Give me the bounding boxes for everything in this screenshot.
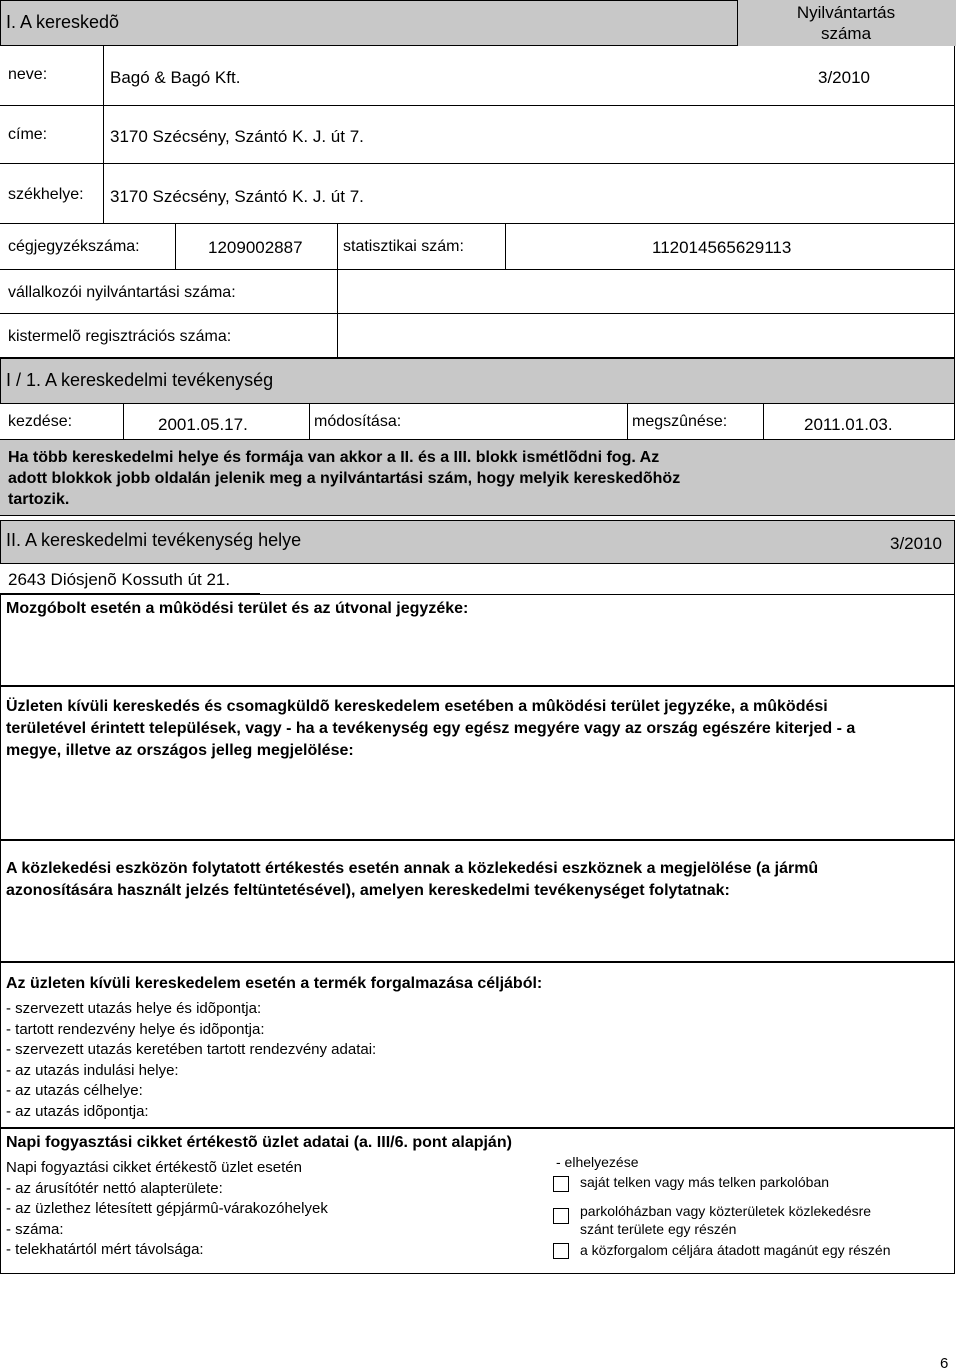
kistermelo-label: kistermelõ regisztrációs száma: [8,328,232,345]
list-item: - tartott rendezvény helye és idõpontja: [6,1020,265,1038]
cegjegyzek-value: 1209002887 [208,238,303,257]
parking-option2-checkbox[interactable] [553,1208,569,1224]
parking-option1-checkbox[interactable] [553,1176,569,1192]
neve-value: Bagó & Bagó Kft. [110,68,241,87]
nyilv-label: Nyilvántartás száma [796,3,896,43]
kezdese-value: 2001.05.17. [158,415,248,434]
kozlekedesi-label: A közlekedési eszközön folytatott értékestés esetén annak a közlekedési eszköznek a megjelölése (a jármû azonosítására használt jelzés feltüntetésével), amelyen kereskedelmi tevékenységet folytatnak: [6,860,819,899]
szekhely-value: 3170 Szécsény, Szántó K. J. út 7. [110,187,364,206]
list-item: - száma: [6,1220,64,1238]
list-item: - az árusítótér nettó alapterülete: [6,1179,223,1197]
vallalkozoi-label: vállalkozói nyilvántartási száma: [8,284,236,301]
termek-list [6,999,376,1122]
section1-title: I. A kereskedõ [6,12,120,32]
list-item: - az utazás célhelye: [6,1082,143,1099]
list-item: Napi fogyaztási cikket értékestõ üzlet esetén [6,1159,302,1176]
list-item: - az utazás idõpontja: [6,1102,149,1120]
parking-option2-label: parkolóházban vagy közterületek közlekedésre szánt területe egy részén [580,1203,872,1237]
modositasa-label: módosítása: [314,413,402,430]
parking-option3-label: a közforgalom céljára átadott magánút egy részén [580,1242,891,1258]
elhelyezese-label: - elhelyezése [556,1154,639,1170]
uzleten-kivuli-label: Üzleten kívüli kereskedés és csomagküldõ kereskedelem esetében a mûködési terület jegyzéke, a mûködési területével érintett települések, vagy - ha a tevékenység egy egész megyére vagy az ország egészére kiterjed - a megye, illetve az országos jelleg megjelölése: [6,698,856,759]
megszunese-value: 2011.01.03. [804,415,893,434]
parking-option3-checkbox[interactable] [553,1243,569,1259]
szekhely-label: székhelye: [8,186,84,203]
page-number: 6 [940,1355,949,1372]
napi-title: Napi fogyasztási cikket értékestõ üzlet adatai (a. III/6. pont alapján) [6,1134,512,1151]
termek-title: Az üzleten kívüli kereskedelem esetén a termék forgalmazása céljából: [6,975,543,992]
parking-option1-label: saját telken vagy más telken parkolóban [580,1174,830,1190]
statisztikai-label: statisztikai szám: [343,238,464,255]
kezdese-label: kezdése: [8,413,73,430]
note-text: Ha több kereskedelmi helye és formája van akkor a II. és a III. blokk ismétlõdni fog. Az adott blokkok jobb oldalán jelenik meg a nyilvántartási szám, hogy melyik kereskedõhöz tartozik. [8,449,681,508]
list-item: - az üzlethez létesített gépjármû-várakozóhelyek [6,1200,328,1217]
list-item: - telekhatártól mért távolsága: [6,1241,204,1258]
cime-label: címe: [8,126,48,143]
address-value: 2643 Diósjenõ Kossuth út 21. [8,570,231,589]
section2-title: II. A kereskedelmi tevékenység helye [6,530,302,550]
megszunese-label: megszûnése: [632,413,728,430]
statisztikai-value: 112014565629113 [652,238,792,257]
nyilv-value: 3/2010 [818,68,870,87]
cegjegyzek-label: cégjegyzékszáma: [8,238,140,255]
list-item: - szervezett utazás helye és idõpontja: [6,1000,262,1017]
section2-nyilv-value: 3/2010 [890,534,942,553]
mozgobolt-label: Mozgóbolt esetén a mûködési terület és az útvonal jegyzéke: [6,600,469,617]
list-item: - az utazás indulási helye: [6,1061,179,1079]
list-item: - szervezett utazás keretében tartott rendezvény adatai: [6,1041,377,1058]
napi-left-list [6,1158,328,1261]
neve-label: neve: [8,66,48,83]
section1-1-title: I / 1. A kereskedelmi tevékenység [6,370,274,390]
cime-value: 3170 Szécsény, Szántó K. J. út 7. [110,127,364,146]
